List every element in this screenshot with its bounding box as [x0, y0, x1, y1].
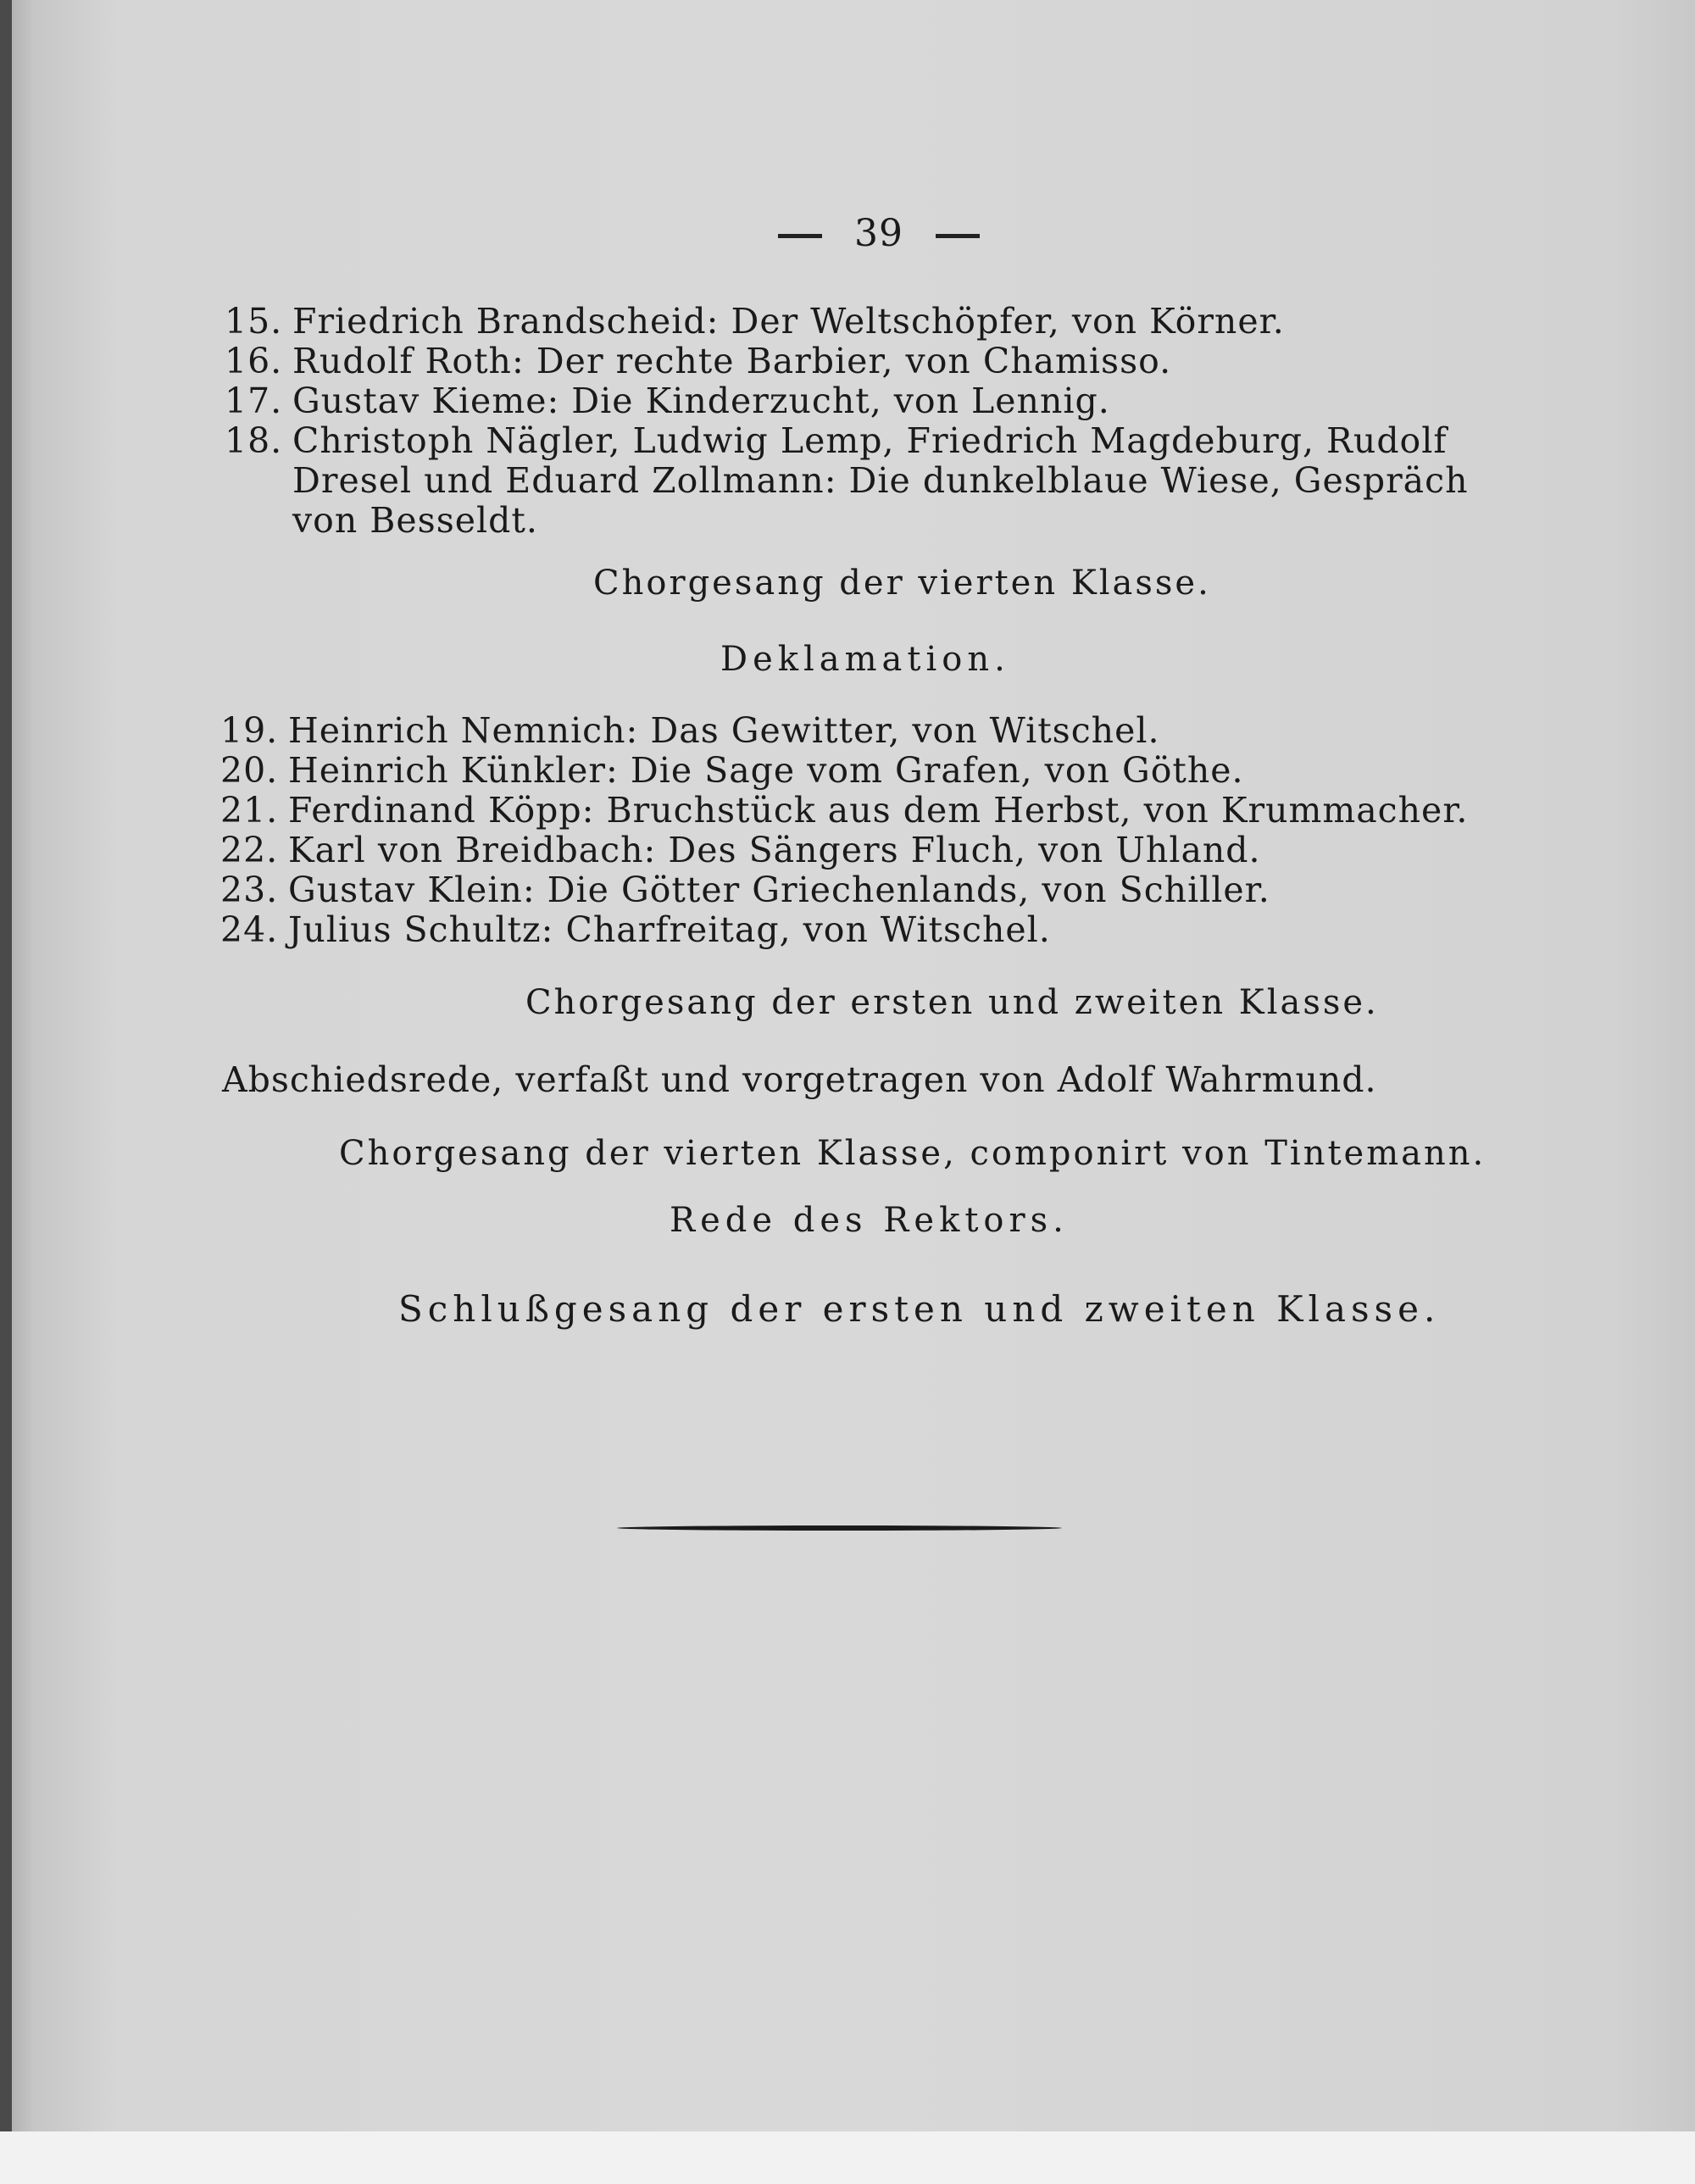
heading-rede-rektor: Rede des Rektors. — [670, 1201, 1069, 1240]
entry-21 — [220, 790, 1468, 831]
closing-rule — [617, 1525, 1062, 1531]
dash-right — [936, 234, 980, 238]
heading-schlussgesang: Schlußgesang der ersten und zweiten Klasse. — [398, 1288, 1441, 1330]
entry-text: Friedrich Brandscheid: Der Weltschöpfer, von Körner. — [292, 301, 1285, 342]
entry-text: von Besseldt. — [292, 500, 538, 541]
entry-text: Christoph Nägler, Ludwig Lemp, Friedrich Magdeburg, Rudolf — [292, 420, 1448, 461]
entry-number: 15. — [225, 301, 283, 342]
heading-deklamation: Deklamation. — [720, 640, 1010, 679]
entry-text: Ferdinand Köpp: Bruchstück aus dem Herbst, von Krummacher. — [288, 790, 1469, 831]
farewell-speech-line: Abschiedsrede, verfaßt und vorgetragen von Adolf Wahrmund. — [222, 1059, 1377, 1100]
scan-bottom-margin — [0, 2131, 1695, 2184]
entry-text: Heinrich Nemnich: Das Gewitter, von Witschel. — [288, 710, 1160, 751]
entry-15 — [225, 301, 1285, 342]
entry-number: 21. — [220, 790, 279, 831]
entry-16 — [225, 341, 1171, 381]
page-number: 39 — [854, 212, 903, 255]
entry-number: 24. — [220, 909, 279, 950]
entry-18-cont-2 — [225, 500, 538, 541]
entry-number: 16. — [225, 341, 283, 381]
page-number-line — [746, 212, 1012, 255]
entry-text: Karl von Breidbach: Des Sängers Fluch, von Uhland. — [288, 830, 1261, 870]
entry-text: Gustav Kieme: Die Kinderzucht, von Lennig. — [292, 381, 1110, 421]
entry-text: Heinrich Künkler: Die Sage vom Grafen, von Göthe. — [288, 750, 1244, 791]
entry-17 — [225, 381, 1110, 421]
entry-text: Julius Schultz: Charfreitag, von Witschel. — [288, 909, 1051, 950]
entry-number: 17. — [225, 381, 283, 421]
entry-text: Dresel und Eduard Zollmann: Die dunkelblaue Wiese, Gespräch — [292, 460, 1469, 501]
entry-number: 23. — [220, 870, 279, 910]
entry-19 — [220, 710, 1160, 751]
entry-number: 22. — [220, 830, 279, 870]
heading-chorgesang-vierte: Chorgesang der vierten Klasse. — [593, 564, 1211, 603]
entry-22 — [220, 830, 1261, 870]
heading-chorgesang-tintemann: Chorgesang der vierten Klasse, componirt von Tintemann. — [339, 1134, 1487, 1173]
entry-23 — [220, 870, 1270, 910]
book-spine-shadow — [0, 0, 12, 2184]
entry-text: Rudolf Roth: Der rechte Barbier, von Chamisso. — [292, 341, 1172, 381]
entry-24 — [220, 909, 1051, 950]
dash-left — [778, 234, 822, 238]
entry-18 — [225, 420, 1448, 461]
entry-number: 19. — [220, 710, 279, 751]
entry-text: Gustav Klein: Die Götter Griechenlands, von Schiller. — [288, 870, 1270, 910]
entry-18-cont-1 — [225, 460, 1469, 501]
entry-number: 20. — [220, 750, 279, 791]
heading-chorgesang-erste-zweite: Chorgesang der ersten und zweiten Klasse. — [525, 983, 1379, 1022]
entry-20 — [220, 750, 1244, 791]
entry-number: 18. — [225, 420, 283, 461]
